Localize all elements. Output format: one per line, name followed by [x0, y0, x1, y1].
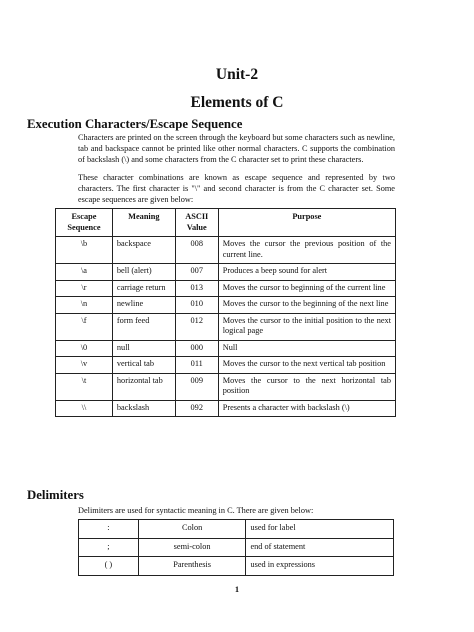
cell-name: Colon [138, 520, 246, 539]
cell-ascii: 010 [175, 297, 218, 314]
cell-meaning: backspace [112, 237, 175, 264]
cell-ascii: 009 [175, 373, 218, 400]
cell-use: used in expressions [246, 557, 394, 576]
cell-meaning: form feed [112, 313, 175, 340]
cell-name: semi-colon [138, 538, 246, 557]
header-meaning: Meaning [112, 209, 175, 237]
cell-ascii: 012 [175, 313, 218, 340]
cell-purpose: Presents a character with backslash (\) [218, 400, 395, 417]
cell-purpose: Moves the cursor to the next horizontal tab position [218, 373, 395, 400]
cell-use: end of statement [246, 538, 394, 557]
cell-purpose: Moves the cursor to the beginning of the next line [218, 297, 395, 314]
unit-title: Unit-2 [215, 66, 259, 83]
table-row [56, 313, 396, 340]
cell-ascii: 007 [175, 264, 218, 281]
cell-ascii: 092 [175, 400, 218, 417]
cell-purpose: Moves the cursor to the next vertical tab position [218, 357, 395, 374]
paragraph-intro: Characters are printed on the screen through the keyboard but some characters such as newline, tab and backspace cannot be printed like other normal characters. C supports the combination of backslash (\) and some characters from the C character set to print these characters. [78, 133, 395, 165]
cell-purpose: Moves the cursor to the initial position to the next logical page [218, 313, 395, 340]
cell-meaning: newline [112, 297, 175, 314]
cell-ascii: 008 [175, 237, 218, 264]
section-heading-delimiters: Delimiters [27, 488, 84, 502]
table-row [79, 520, 394, 539]
cell-ascii: 011 [175, 357, 218, 374]
section-heading-escape: Execution Characters/Escape Sequence [27, 117, 243, 131]
cell-sequence: \b [56, 237, 113, 264]
escape-sequence-table [55, 208, 396, 417]
table-row [56, 297, 396, 314]
cell-sequence: \\ [56, 400, 113, 417]
table-row [79, 538, 394, 557]
header-purpose: Purpose [218, 209, 395, 237]
cell-sequence: \a [56, 264, 113, 281]
table-row [56, 280, 396, 297]
paragraph-delimiters: Delimiters are used for syntactic meaning in C. There are given below: [78, 506, 314, 515]
cell-sequence: \v [56, 357, 113, 374]
cell-purpose: Moves the cursor the previous position of the current line. [218, 237, 395, 264]
cell-purpose: Null [218, 340, 395, 357]
cell-sequence: \0 [56, 340, 113, 357]
table-header-row [56, 209, 396, 237]
table-row [56, 400, 396, 417]
cell-meaning: bell (alert) [112, 264, 175, 281]
table-row [56, 264, 396, 281]
cell-purpose: Produces a beep sound for alert [218, 264, 395, 281]
cell-sequence: \f [56, 313, 113, 340]
paragraph-escape-def: These character combinations are known as escape sequence and represented by two characters. The first character is "\" and second character is from the C character set. Some escape sequences are given below: [78, 173, 395, 205]
cell-symbol: : [79, 520, 139, 539]
table-row [79, 557, 394, 576]
table-row [56, 373, 396, 400]
cell-symbol: ( ) [79, 557, 139, 576]
cell-ascii: 000 [175, 340, 218, 357]
delimiters-table [78, 519, 394, 576]
cell-meaning: horizontal tab [112, 373, 175, 400]
page-number: 1 [234, 584, 240, 594]
cell-use: used for label [246, 520, 394, 539]
cell-name: Parenthesis [138, 557, 246, 576]
cell-meaning: null [112, 340, 175, 357]
cell-sequence: \t [56, 373, 113, 400]
cell-meaning: carriage return [112, 280, 175, 297]
table-row [56, 340, 396, 357]
chapter-title: Elements of C [190, 94, 284, 111]
table-row [56, 237, 396, 264]
header-escape-sequence: Escape Sequence [56, 209, 113, 237]
cell-sequence: \n [56, 297, 113, 314]
cell-meaning: backslash [112, 400, 175, 417]
cell-symbol: ; [79, 538, 139, 557]
cell-ascii: 013 [175, 280, 218, 297]
header-ascii-value: ASCII Value [175, 209, 218, 237]
cell-purpose: Moves the cursor to beginning of the current line [218, 280, 395, 297]
table-row [56, 357, 396, 374]
cell-meaning: vertical tab [112, 357, 175, 374]
cell-sequence: \r [56, 280, 113, 297]
